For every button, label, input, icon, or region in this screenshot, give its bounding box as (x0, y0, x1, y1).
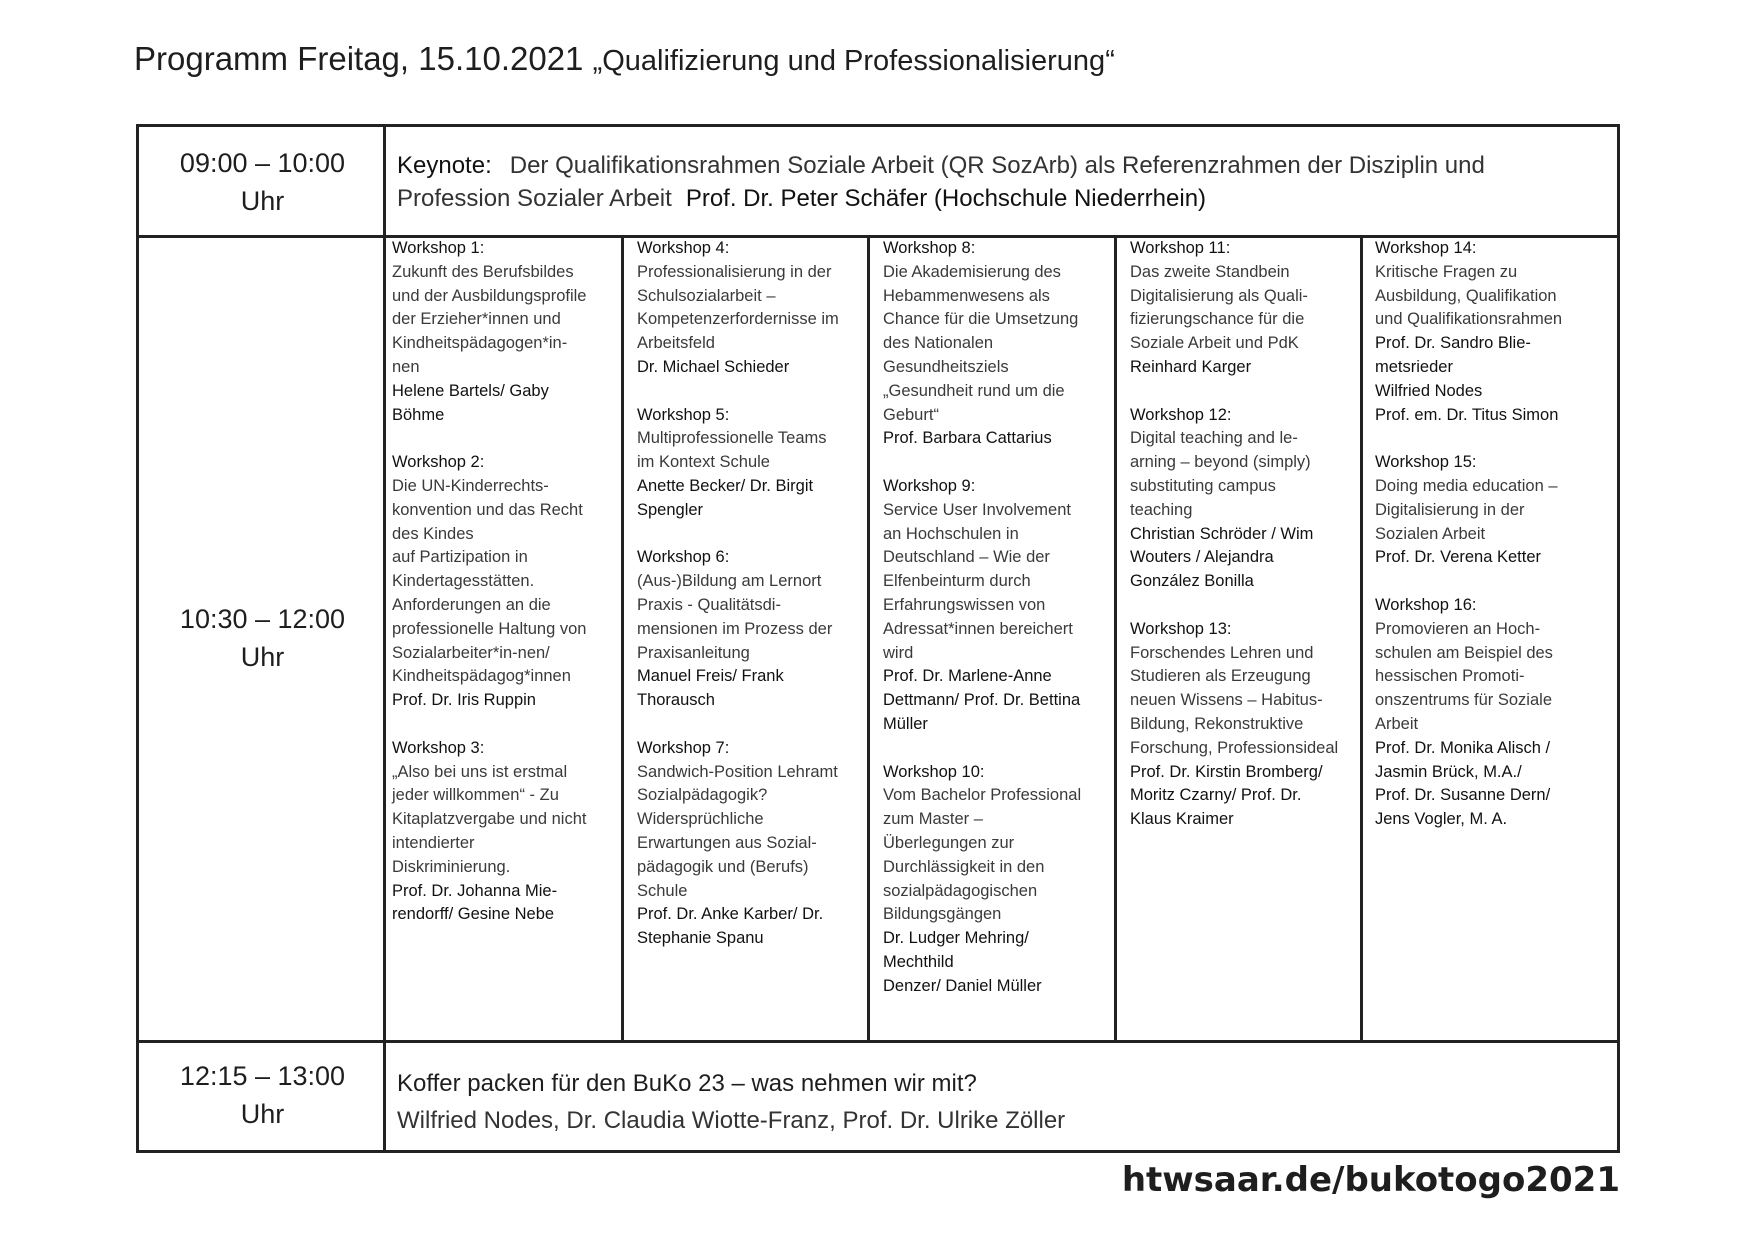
workshop-speakers: Prof. Dr. Iris Ruppin (392, 691, 536, 710)
workshop-entry (637, 237, 869, 380)
time-range: 10:30 – 12:00 (179, 604, 346, 634)
workshop-entry (392, 451, 624, 713)
closing-session-cell (397, 1065, 1065, 1139)
workshop-heading: Workshop 7: (637, 738, 730, 757)
keynote-speaker: Prof. Dr. Peter Schäfer (Hochschule Niederrhein) (685, 185, 1207, 212)
workshop-entry (392, 737, 624, 927)
workshop-entry (883, 237, 1115, 451)
keynote-label: Keynote: (397, 152, 492, 179)
workshop-entry (1375, 594, 1607, 832)
workshop-title: Kritische Fragen zu Ausbildung, Qualifikation und Qualifikationsrahmen (1375, 262, 1563, 329)
workshop-title: Service User Involvement an Hochschulen in Deutschland – Wie der Elfenbeinturm durch Erfahrungswissen von Adressat*innen bereichert wird (883, 500, 1073, 662)
workshop-speakers: Anette Becker/ Dr. Birgit Spengler (637, 476, 814, 519)
workshop-speakers: Dr. Michael Schieder (637, 357, 790, 376)
workshop-speakers: Prof. Dr. Marlene-Anne Dettmann/ Prof. Dr. Bettina Müller (883, 667, 1081, 733)
workshop-title: Doing media education – Digitalisierung in der Sozialen Arbeit (1375, 476, 1558, 543)
time-slot-3 (139, 1057, 386, 1133)
time-unit: Uhr (240, 642, 285, 672)
workshop-speakers: Prof. Dr. Verena Ketter (1375, 548, 1541, 567)
workshop-title: Sandwich-Position Lehramt Sozialpädagogik? Widersprüchliche Erwartungen aus Sozial- pädagogik und (Berufs) Schule (637, 762, 838, 900)
workshop-heading: Workshop 13: (1130, 619, 1232, 638)
workshop-heading: Workshop 16: (1375, 595, 1477, 614)
workshop-title: Die UN-Kinderrechts- konvention und das Recht des Kindes auf Partizipation in Kindertagesstätten. Anforderungen an die professionelle Haltung von Sozialarbeiter*in-nen/ Kindheitspädagog*innen (392, 476, 587, 686)
closing-session-speakers: Wilfried Nodes, Dr. Claudia Wiotte-Franz, Prof. Dr. Ulrike Zöller (397, 1107, 1066, 1134)
workshop-title: Forschendes Lehren und Studieren als Erzeugung neuen Wissens – Habitus- Bildung, Rekonstruktive Forschung, Professionsideal (1130, 643, 1339, 757)
workshop-entry (883, 761, 1115, 999)
workshop-speakers: Prof. Dr. Kirstin Bromberg/ Moritz Czarny/ Prof. Dr. Klaus Kraimer (1130, 762, 1323, 829)
workshop-column (1375, 237, 1607, 856)
workshop-entry (1375, 237, 1607, 427)
workshop-speakers: Prof. Dr. Anke Karber/ Dr. Stephanie Spanu (637, 905, 824, 948)
workshop-title: Vom Bachelor Professional zum Master – Überlegungen zur Durchlässigkeit in den sozialpädagogischen Bildungsgängen (883, 786, 1082, 924)
workshop-heading: Workshop 8: (883, 239, 976, 257)
workshop-entry (637, 737, 869, 951)
workshop-heading: Workshop 9: (883, 476, 976, 495)
workshop-heading: Workshop 1: (392, 239, 485, 257)
workshop-speakers: Prof. Dr. Johanna Mie- rendorff/ Gesine Nebe (392, 881, 558, 924)
workshop-title: „Also bei uns ist erstmal jeder willkommen“ - Zu Kitaplatzvergabe und nicht intendierter Diskriminierung. (392, 762, 587, 876)
time-range: 12:15 – 13:00 (179, 1061, 346, 1091)
workshop-heading: Workshop 5: (637, 405, 730, 424)
keynote-cell (397, 149, 1597, 215)
workshop-entry (1130, 237, 1362, 380)
schedule-table (136, 124, 1620, 1153)
workshop-speakers: Reinhard Karger (1130, 357, 1252, 376)
workshop-title: Multiprofessionelle Teams im Kontext Schule (637, 429, 827, 472)
workshop-title: Die Akademisierung des Hebammenwesens als Chance für die Umsetzung des Nationalen Gesundheitsziels „Gesundheit rund um die Geburt“ (883, 262, 1079, 424)
workshop-title: Das zweite Standbein Digitalisierung als Quali- fizierungschance für die Soziale Arbeit und PdK (1130, 262, 1308, 353)
time-range: 09:00 – 10:00 (179, 148, 346, 178)
time-slot-1 (139, 144, 386, 220)
workshop-title: (Aus-)Bildung am Lernort Praxis - Qualitätsdi- mensionen im Prozess der Praxisanleitung (637, 572, 833, 662)
workshop-entry (1375, 451, 1607, 570)
workshop-speakers: Manuel Freis/ Frank Thorausch (637, 667, 784, 710)
workshop-entry (637, 404, 869, 523)
workshop-column (392, 237, 624, 951)
workshop-entry (883, 475, 1115, 737)
workshop-heading: Workshop 4: (637, 239, 730, 257)
workshop-column (883, 237, 1115, 1022)
workshop-speakers: Prof. Dr. Sandro Blie- metsrieder Wilfried Nodes Prof. em. Dr. Titus Simon (1375, 334, 1559, 424)
workshop-title: Professionalisierung in der Schulsozialarbeit – Kompetenzerfordernisse im Arbeitsfeld (637, 262, 839, 353)
workshop-title: Promovieren an Hoch- schulen am Beispiel des hessischen Promoti- onszentrums für Soziale Arbeit (1375, 619, 1553, 733)
title-main: Programm Freitag, 15.10.2021 (134, 40, 584, 77)
workshop-speakers: Dr. Ludger Mehring/ Mechthild Denzer/ Daniel Müller (883, 929, 1042, 995)
workshop-heading: Workshop 2: (392, 453, 485, 472)
workshop-title: Zukunft des Berufsbildes und der Ausbildungsprofile der Erzieher*innen und Kindheitspädagogen*in- nen (392, 262, 587, 376)
workshop-heading: Workshop 6: (637, 548, 730, 567)
workshop-speakers: Helene Bartels/ Gaby Böhme (392, 381, 549, 424)
keynote-text: Der Qualifikationsrahmen Soziale Arbeit (QR SozArb) als Referenzrahmen der Disziplin und Profession Sozialer Arbeit (397, 152, 1485, 212)
workshop-speakers: Prof. Dr. Monika Alisch / Jasmin Brück, M.A./ Prof. Dr. Susanne Dern/ Jens Vogler, M. A. (1375, 738, 1551, 829)
time-slot-2 (139, 600, 386, 676)
time-unit: Uhr (240, 1099, 285, 1129)
workshop-heading: Workshop 10: (883, 762, 985, 781)
workshop-entry (1130, 618, 1362, 832)
workshop-column (1130, 237, 1362, 856)
workshop-entry (637, 546, 869, 713)
workshop-speakers: Christian Schröder / Wim Wouters / Alejandra González Bonilla (1130, 524, 1314, 591)
time-unit: Uhr (240, 186, 285, 216)
workshop-heading: Workshop 12: (1130, 405, 1232, 424)
workshop-entry (1130, 404, 1362, 594)
workshop-heading: Workshop 11: (1130, 239, 1231, 257)
workshop-heading: Workshop 14: (1375, 239, 1477, 257)
workshop-entry (392, 237, 624, 427)
workshop-column (637, 237, 869, 975)
workshop-title: Digital teaching and le- arning – beyond (simply) substituting campus teaching (1130, 429, 1311, 519)
closing-session-title: Koffer packen für den BuKo 23 – was nehmen wir mit? (397, 1070, 977, 1097)
row-divider (139, 1040, 1617, 1043)
workshop-heading: Workshop 15: (1375, 453, 1477, 472)
workshop-speakers: Prof. Barbara Cattarius (883, 429, 1052, 448)
workshop-heading: Workshop 3: (392, 738, 485, 757)
title-subtitle: „Qualifizierung und Professionalisierung“ (592, 45, 1115, 77)
page-title (134, 40, 1115, 78)
footer-url: htwsaar.de/bukotogo2021 (1121, 1160, 1620, 1200)
